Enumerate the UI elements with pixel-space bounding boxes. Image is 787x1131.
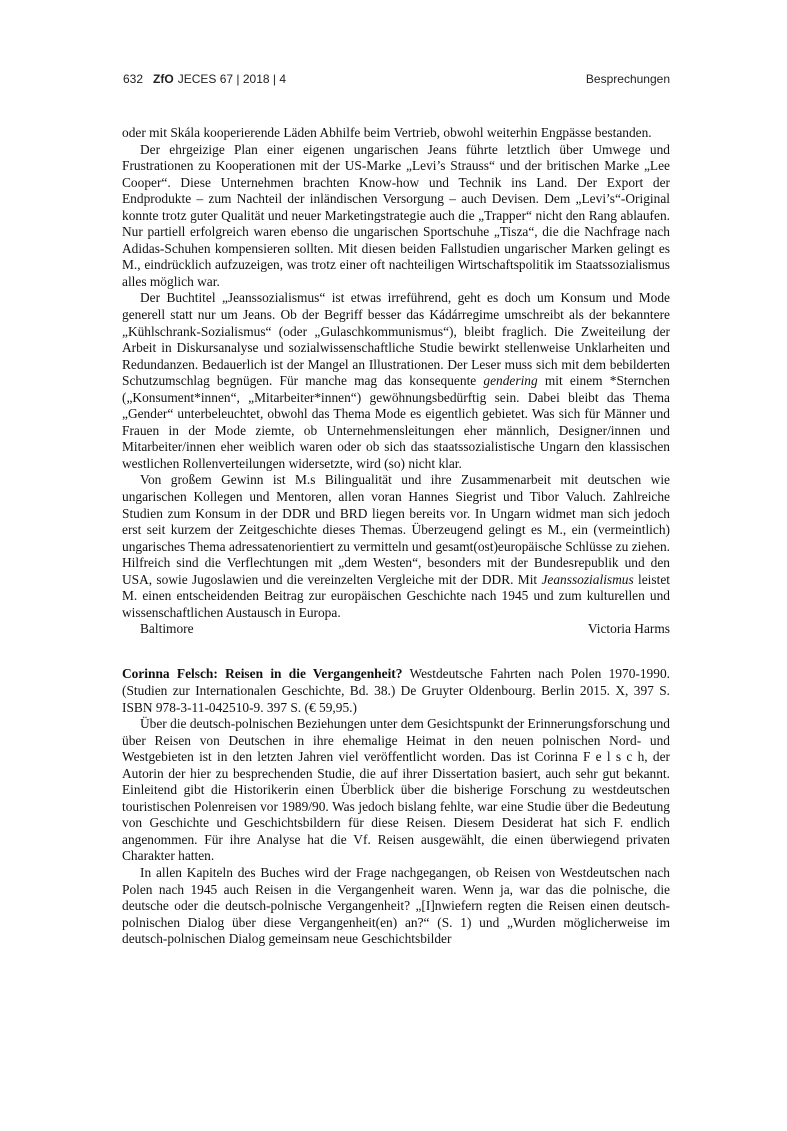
text-run: Von großem Gewinn ist M.s Bilingualität und ihre Zusammenarbeit mit deutschen wie ungarischen Kollegen und Mentoren, allen voran Hannes Siegrist und Tibor Valuch. Zahlreiche Studien zum Konsum in der DDR und BRD liegen bereits vor. In Ungarn widmet man sich jedoch erst seit kurzem der Zeitgeschichte dieses Themas. Überzeugend gelingt es M., ein (vermeintlich) ungarisches Thema adressatenorientiert zu vermitteln und gesamt(ost)europäische Schlüsse zu ziehen. Hilfreich sind die Verflechtungen mit „dem Westen“, besonders mit der Bundesrepublik und den USA, sowie Jugoslawien und die vereinzelten Vergleiche mit der DDR. Mit <box>122 472 670 587</box>
section-title: Besprechungen <box>585 72 670 86</box>
paragraph <box>122 472 670 621</box>
text-run: Der Buchtitel „Jeanssozialismus“ ist etwas irreführend, geht es doch um Konsum und Mode generell statt nur um Jeans. Ob der Begriff besser das Kádárregime umschreibt als der bekanntere „Kühlschrank-Sozialismus“ (oder „Gulaschkommunismus“), bleibt fraglich. Die Zweiteilung der Arbeit in Diskursanalyse und sozialwissenschaftliche Studie bewirkt stellenweise Unklarheiten und Redundanzen. Bedauerlich ist der Mangel an Illustrationen. Der Leser muss sich mit dem bebilderten Schutzumschlag begnügen. Für manche mag das konsequente <box>122 290 670 389</box>
book-title: Corinna Felsch: Reisen in die Vergangenheit? <box>122 666 403 682</box>
paragraph: In allen Kapiteln des Buches wird der Frage nachgegangen, ob Reisen von Westdeutschen nach Polen nach 1945 auch Reisen in die Vergangenheit waren. Wenn ja, war das die polnische, die deutsche oder die deutsch-polnische Vergangenheit? „[I]nwiefern regten die Reisen einen deutsch-polnischen Dialog über diese Vergangenheit(en) an?“ (S. 1) und „Wurden möglicherweise im deutsch-polnischen Dialog gemeinsam neue Geschichtsbilder <box>122 864 670 947</box>
reviewer-name: Victoria Harms <box>587 621 670 637</box>
paragraph <box>122 290 670 472</box>
paragraph: Über die deutsch-polnischen Beziehungen unter dem Gesichtspunkt der Erinnerungsforschung und über Reisen von Deutschen in ihre ehemalige Heimat in den neuen polnischen Nord- und Westgebieten ist in den letzten Jahren viel veröffentlicht worden. Das ist Corinna F e l s c h, der Autorin der hier zu besprechenden Studie, die auf ihrer Dissertation basiert, auch sehr gut bekannt. Einleitend gibt die Historikerin einen Überblick über die bisherige Forschung zu westdeutschen touristischen Polenreisen vor 1989/90. Was jedoch bislang fehlte, war eine Studie über die Bedeutung von Geschichte und Geschichtsbildern für diese Reisen. Diesem Desiderat hat sich F. endlich angenommen. Für ihre Analyse hat die Vf. Reisen ausgewählt, die einen überwiegend privaten Charakter hatten. <box>122 716 670 864</box>
paragraph: Der ehrgeizige Plan einer eigenen ungarischen Jeans führte letztlich über Umwege und Frustrationen zu Kooperationen mit der US-Marke „Levi’s Strauss“ und der britischen Marke „Lee Cooper“. Diese Unternehmen brachten Know-how und Technik ins Land. Der Export der Endprodukte – zum Nachteil der inländischen Versorgung – auch Devisen. Dem „Levi’s“-Original konnte trotz guter Qualität und neuer Marketingstrategie auch die „Trapper“ nicht den Rang ablaufen. Nur partiell erfolgreich waren ebenso die ungarischen Sportschuhe „Tisza“, die die Nachfrage nach Adidas-Schuhen kompensieren sollten. Mit diesen beiden Fallstudien ungarischer Marken gelingt es M., eindrücklich aufzuzeigen, was trotz einer oft nachteiligen Wirtschaftspolitik im Staatssozialismus alles möglich war. <box>122 141 670 289</box>
paragraph: oder mit Skála kooperierende Läden Abhilfe beim Vertrieb, obwohl weiterhin Engpässe bestanden. <box>122 125 652 140</box>
journal-issue: JECES 67 | 2018 | 4 <box>177 72 287 86</box>
text-run: mit einem *Sternchen („Konsument*innen“, „Mitarbeiter*innen“) gewöhnungsbedürftig sein. Dabei bleibt das Thema „Gender“ unterbeleuchtet, obwohl das Thema Mode es eigentlich gebietet. Was sich für Männer und Frauen in der Mode ziemte, ob Unternehmensleitungen eher männlich, Designer/innen und Mitarbeiter/innen eher weiblich waren oder ob sich das staatssozialistische Ungarn den klassischen westlichen Rollenverteilungen widersetzte, wird (so) nicht klar. <box>122 373 670 471</box>
text-run: leistet M. einen entscheidenden Beitrag zur europäischen Geschichte nach 1945 und zum kulturellen und wissenschaftlichen Austausch in Europa. <box>122 571 670 620</box>
header-left <box>123 72 286 86</box>
running-header <box>123 72 670 90</box>
article-body <box>122 125 670 948</box>
page-number: 632 <box>123 72 144 86</box>
bibliographic-info: Westdeutsche Fahrten nach Polen 1970-1990. (Studien zur Internationalen Geschichte, Bd. 38.) De Gruyter Oldenbourg. Berlin 2015. X, 397 S. ISBN 978-3-11-042510-9. 397 S. (€ 59,95.) <box>122 666 670 715</box>
reviewer-location: Baltimore <box>140 621 194 637</box>
review-heading <box>122 666 670 716</box>
emphasis: gendering <box>483 373 538 389</box>
journal-name: ZfO <box>153 72 174 86</box>
review-signature <box>122 621 670 638</box>
book-title-emphasis: Jeanssozialismus <box>541 571 634 587</box>
